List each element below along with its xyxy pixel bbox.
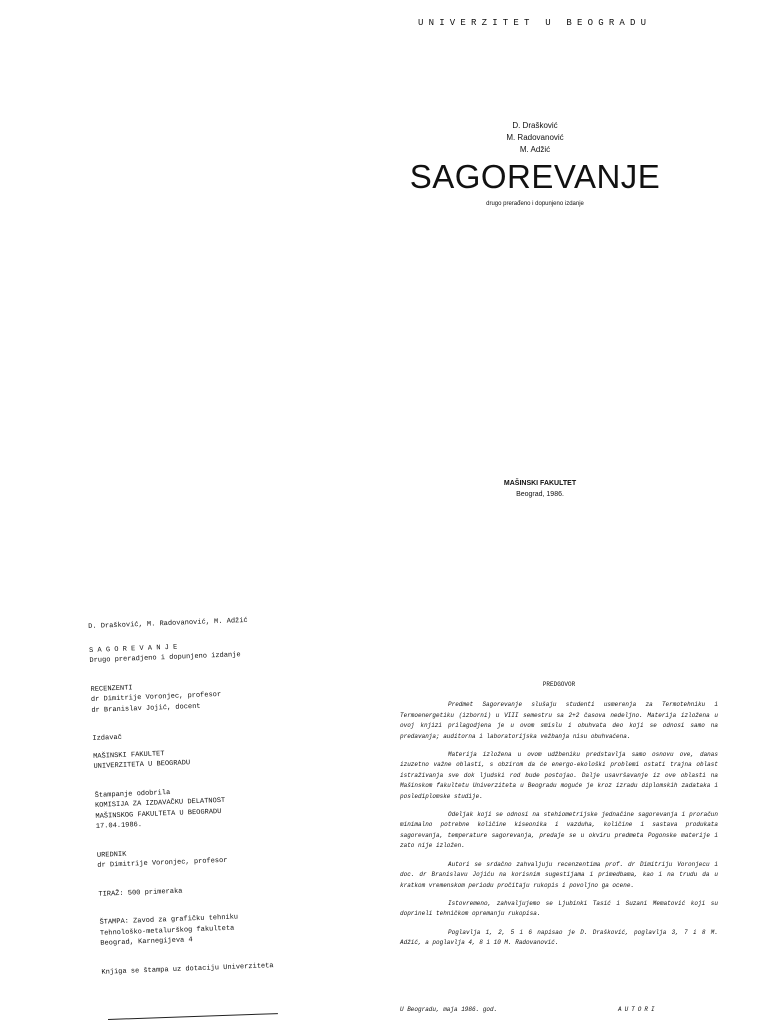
preface [400,680,718,957]
preface-paragraph: Materija izložena u ovom udžbeniku predstavlja samo osnovu ove, danas izuzetno važne oblasti, s obzirom da će energo-ekološki problemi ostati trajna oblast istraživanja sve dok ljudski rod bude postojao. Dalje usavršavanje iz ove oblasti na Mašinskom fakultetu Univerziteta u Beogradu moguće je kroz izradu diplomskih zadataka i poslediplomske studije. [400,751,718,800]
commission-name: KOMISIJA ZA IZDAVAČKU DELATNOST [94,796,226,810]
imprint-edition: Drugo preradjeno i dopunjeno izdanje [89,651,241,665]
author-name: M. Adžić [519,145,551,154]
author-name: D. Drašković [512,121,558,130]
imprint-publisher: UNIVERZITETA U BEOGRADU [93,759,191,771]
funding-note: Knjiga se štampa uz dotaciju Univerziteta [101,961,274,977]
printing-house: ŠTAMPA: Zavod za grafičku tehniku [99,913,239,927]
divider-line [108,1013,278,1020]
signature: AUTORI [618,1006,658,1013]
reviewer-name: dr Branislav Jojić, docent [91,702,201,715]
editor-heading: UREDNIK [96,850,127,860]
editor-name: dr Dimitrije Voronjec, profesor [97,856,228,870]
commission-name: MAŠINSKOG FAKULTETA U BEOGRADU [95,807,222,821]
book-title: SAGOREVANJE [409,158,661,195]
print-run: TIRAŽ: 500 primeraka [98,887,183,899]
place-year: Beograd, 1986. [516,491,564,498]
preface-paragraph: Odeljak koji se odnosi na stehiometrijske jednačine sagorevanja i proračun minimalno potrebne količine kiseonika i vazduha, količine i sastava produkata sagorevanja, temperature sagorevanja, predaje se u okviru predmeta Pogonske materije i zato nije izložen. [400,811,718,850]
place-date: U Beogradu, maja 1986. god. [400,1006,498,1013]
preface-heading: PREDGOVOR [542,681,576,688]
print-approval: Štampanje odobrila [94,788,171,800]
preface-paragraph: Predmet Sagorevanje slušaju studenti usmerenja za Termotehniku i Termoenergetiku (izborni) u VIII semestru sa 2+2 časova nedeljno. Materija izložena u ovoj knjizi prilagodjena je u ovom smislu i obuhvata deo koji se odnosi samo na predavanja; auditorna i laboratorijska vežbanja nisu obuhvaćena. [400,701,718,740]
imprint-title: S A G O R E V A N J E [88,643,178,655]
preface-paragraph: Istovremeno, zahvaljujemo se Ljubinki Tasić i Suzani Mematović koji su doprineli tehničkom opremanju rukopisa. [400,899,718,918]
edition-subtitle: drugo prerađeno i dopunjeno izdanje [486,201,584,207]
publisher-heading: Izdavač [92,733,123,743]
publisher-name: MAŠINSKI FAKULTET [503,480,577,487]
imprint-block [88,613,331,978]
imprint-publisher: MAŠINSKI FAKULTET [93,749,165,761]
printing-house: Tehnološko-metalurškog fakulteta [99,924,235,938]
reviewer-name: dr Dimitrije Voronjec, profesor [90,690,222,704]
author-list [470,120,600,156]
printing-address: Beograd, Karnegijeva 4 [100,936,193,948]
commission-date: 17.04.1986. [95,821,143,831]
preface-paragraph: Autori se srdačno zahvaljuju recenzentima prof. dr Dimitriju Voronjecu i doc. dr Branislavu Jojiću na korisnim sugestijama i primedbama, kao i na trudu da u kratkom vremenskom periodu pročitaju rukopis i povoljno ga ocene. [400,860,718,889]
university-header: UNIVERZITET U BEOGRADU [418,18,652,28]
publisher-block [480,478,600,500]
reviewers-heading: RECENZENTI [90,683,133,694]
preface-paragraph: Poglavlja 1, 2, 5 i 6 napisao je D. Drašković, poglavlja 3, 7 i 8 M. Adžić, a poglavlja 4, 8 i 10 M. Radovanović. [400,928,718,947]
author-name: M. Radovanović [506,133,564,142]
imprint-authors: D. Drašković, M. Radovanović, M. Adžić [88,616,248,631]
